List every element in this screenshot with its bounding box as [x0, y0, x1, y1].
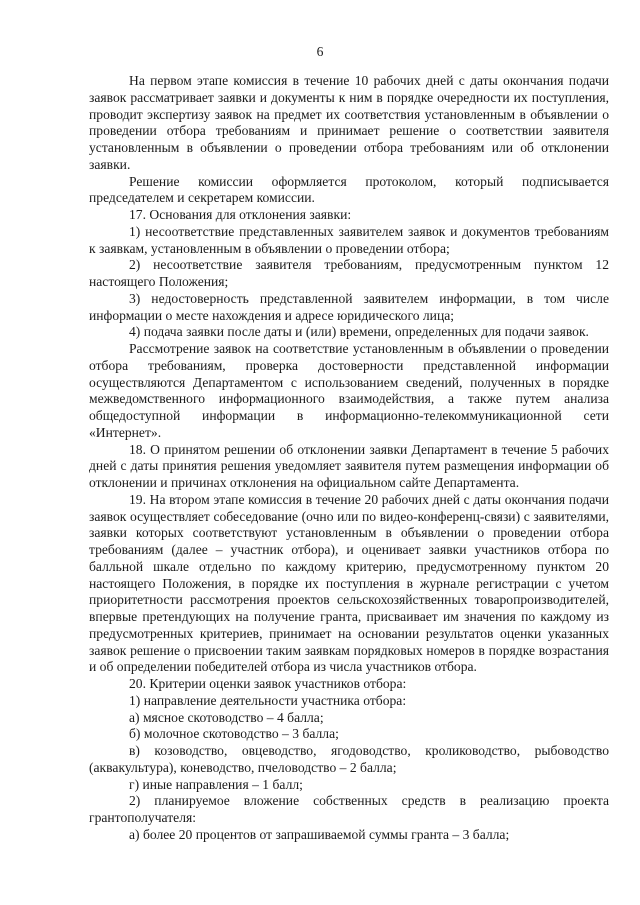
paragraph-20-item-1a: а) мясное скотоводство – 4 балла; — [129, 709, 324, 725]
paragraph-first-stage: На первом этапе комиссия в течение 10 рабочих дней с даты окончания подачи заявок рассматривает заявки и документы к ним в порядке очередности их поступления, проводит экспертизу заявок на предмет их соответствия установленным в объявлении о проведении отбора требованиям и принимает решение о соответствии заявителя установленным в объявлении о проведении отбора требованиям или об отклонении заявки. — [89, 73, 609, 172]
paragraph-17-heading: 17. Основания для отклонения заявки: — [129, 207, 352, 222]
paragraph-17-item-4: 4) подача заявки после даты и (или) времени, определенных для подачи заявок. — [129, 324, 589, 340]
paragraph-20-item-1: 1) направление деятельности участника отбора: — [129, 692, 407, 708]
paragraph-17-item-1: 1) несоответствие представленных заявителем заявок и документов требованиям к заявкам, установленным в объявлении о проведении отбора; — [89, 223, 609, 256]
paragraph-17-item-3: 3) недостоверность представленной заявителем информации, в том числе информации о месте нахождения и адресе юридического лица; — [89, 290, 609, 323]
paragraph-18: 18. О принятом решении об отклонении заявки Департамент в течение 5 рабочих дней с даты принятия решения уведомляет заявителя путем размещения информации об отклонении и причинах отклонения на официальном сайте Департамента. — [89, 441, 609, 490]
page-number: 6 — [316, 44, 324, 59]
paragraph-20-item-1g: г) иные направления – 1 балл; — [129, 776, 303, 792]
paragraph-20-heading: 20. Критерии оценки заявок участников отбора: — [129, 676, 407, 691]
paragraph-20-item-2a: а) более 20 процентов от запрашиваемой суммы гранта – 3 балла; — [129, 826, 510, 842]
paragraph-protocol: Решение комиссии оформляется протоколом, который подписывается председателем и секретарем комиссии. — [89, 173, 609, 206]
paragraph-20-item-2: 2) планируемое вложение собственных средств в реализацию проекта грантополучателя: — [89, 793, 609, 825]
paragraph-17-item-2: 2) несоответствие заявителя требованиям, предусмотренным пунктом 12 настоящего Положения; — [89, 257, 609, 289]
paragraph-20-item-1b: б) молочное скотоводство – 3 балла; — [129, 726, 339, 742]
paragraph-19: 19. На втором этапе комиссия в течение 20 рабочих дней с даты окончания подачи заявок осуществляет собеседование (очно или по видео-конференц-связи) с заявителями, заявки которых соответствуют установленным в объявлении о проведении отбора требованиям (далее – участник отбора), и оценивает заявки участников отбора по балльной шкале отдельно по каждому критерию, предусмотренному пунктом 20 настоящего Положения, в порядке их поступления в журнале регистрации с учетом приоритетности рассмотрения проектов сельскохозяйственных товаропроизводителей, впервые претендующих на получение гранта, присваивает им значения по каждому из предусмотренных критериев, принимает на основании результатов оценки указанных заявок решение о присвоении таким заявкам порядковых номеров в порядке возрастания и об определении победителей отбора из числа участников отбора. — [89, 491, 609, 675]
document-body — [89, 73, 609, 844]
paragraph-20-item-1v: в) козоводство, овцеводство, ягодоводство, кролиководство, рыбоводство (аквакультура), коневодство, пчеловодство – 2 балла; — [89, 743, 609, 775]
paragraph-review-compliance: Рассмотрение заявок на соответствие установленным в объявлении о проведении отбора требованиям, проверка достоверности представленной информации осуществляются Департаментом с использованием сведений, полученных в порядке межведомственного информационного взаимодействия, а также путем анализа общедоступной информации в информационно-телекоммуникационной сети «Интернет». — [89, 341, 609, 440]
